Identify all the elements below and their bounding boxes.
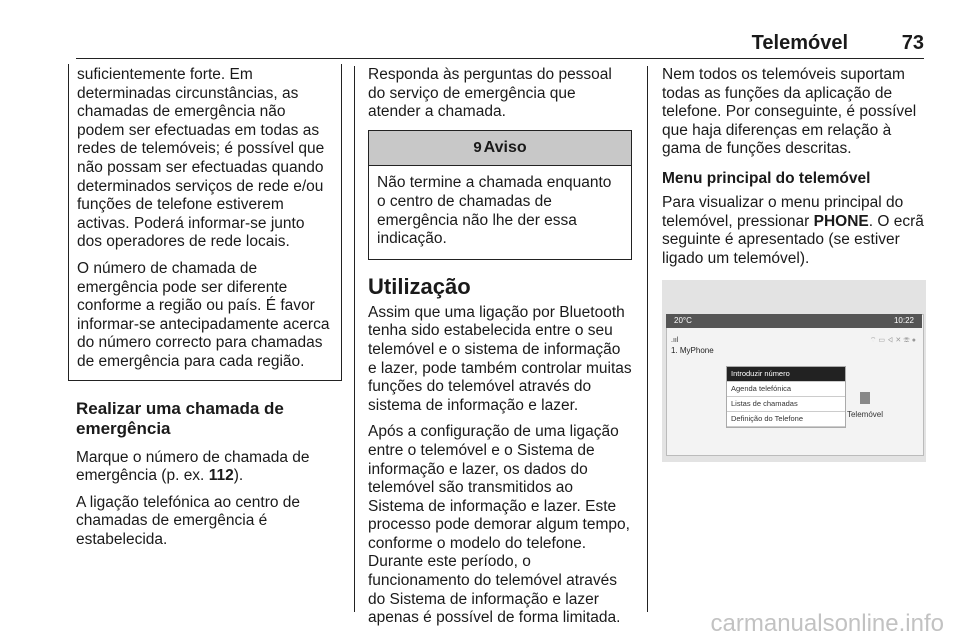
section-heading-usage: Utilização (368, 273, 471, 299)
screen-temperature: 20°C (674, 316, 692, 326)
emergency-number: 112 (208, 467, 234, 485)
phone-button-label: PHONE (813, 212, 869, 230)
warning-body: Não termine a chamada enquanto o centro de chamadas de emergência não lhe der essa indicação. (377, 174, 612, 248)
warning-box (368, 130, 632, 260)
screen-menu-item: Listas de chamadas (727, 397, 845, 412)
warning-title: Aviso (483, 138, 527, 156)
signal-icon: .ııl (671, 337, 679, 345)
page-number: 73 (901, 32, 924, 54)
emergency-dial-text: Marque o número de chamada de emergência (p. ex. 112). (76, 448, 310, 485)
warning-header (369, 131, 631, 167)
screen-clock: 10:22 (893, 316, 914, 326)
header-title: Telemóvel (751, 32, 848, 54)
phone-support-text: Nem todos os telemóveis suportam todas as funções da aplicação de telefone. Por conseguinte, é possível que haja diferenças em relação à gama de funções descritas. (662, 66, 917, 158)
answer-questions-text: Responda às perguntas do pessoal do serviço de emergência que atender a chamada. (368, 66, 612, 121)
column-3 (662, 66, 926, 462)
phone-tile-icon (860, 392, 870, 404)
usage-data-transfer-text: Após a configuração de uma ligação entre o telemóvel e o Sistema de informação e lazer, os dados do telemóvel são transmitidos ao Sistema de informação e lazer. Este processo pode demorar algum tempo, conforme o modelo do telefone. Durante este período, o funcionamento do telemóvel através do Sistema de informação e lazer apenas é possível de forma limitada. (368, 423, 630, 627)
column-1 (76, 66, 342, 557)
screen-status-bar (666, 314, 922, 328)
section-heading-emergency: Realizar uma chamada de emergência (76, 398, 284, 438)
screen-phone-tile (838, 392, 892, 425)
screen-menu-item: Introduzir número (727, 367, 845, 382)
watermark: carmanualsonline.info (710, 610, 944, 637)
continued-warning-box (68, 64, 342, 381)
warning-icon: 9 (473, 138, 482, 156)
warning-number-note: O número de chamada de emergência pode ser diferente conforme a região ou país. É favor informar-se antecipadamente acerca do número correcto para chamadas de emergência para cada região. (77, 259, 330, 370)
screen-phone-menu (726, 366, 846, 428)
status-icons: ⌔ ▭ ◃ ✕ ☏ ● (869, 337, 916, 345)
screen-menu-item: Definição do Telefone (727, 412, 845, 427)
header-rule (76, 58, 924, 59)
infotainment-screenshot (662, 280, 926, 462)
emergency-connect-text: A ligação telefónica ao centro de chamadas de emergência é estabelecida. (76, 493, 301, 548)
screen-phone-name: 1. MyPhone (671, 346, 714, 356)
column-divider (354, 66, 355, 612)
screen-tile-label: Telemóvel (846, 410, 883, 420)
screen-menu-item: Agenda telefónica (727, 382, 845, 397)
usage-bluetooth-text: Assim que uma ligação por Bluetooth tenha sido estabelecida entre o seu telemóvel e o sistema de informação e lazer, pode também controlar muitas funções do telemóvel através do sistema de informação e lazer. (368, 303, 632, 414)
section-heading-phone-menu: Menu principal do telemóvel (662, 169, 871, 187)
column-2 (368, 66, 632, 636)
warning-continued-text: suficientemente forte. Em determinadas circunstâncias, as chamadas de emergência não podem ser efectuadas em todas as redes de telemóveis; é possível que não possam ser efectuadas quando determinados serviços de rede e/ou funções de telefone estiverem activas. Poderá informar-se junto dos operadores de rede locais. (77, 66, 325, 251)
column-divider (647, 66, 648, 612)
phone-menu-text: Para visualizar o menu principal do telemóvel, pressionar PHONE. O ecrã seguinte é apresentado (se estiver ligado um telemóvel). (662, 193, 924, 267)
